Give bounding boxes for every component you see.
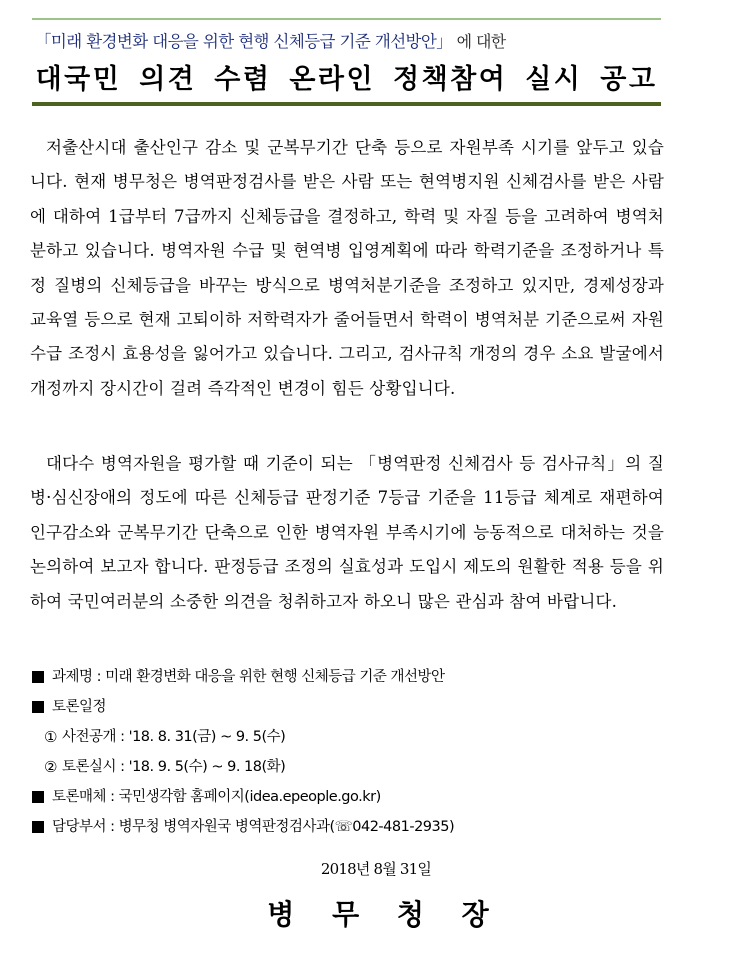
circled-number-1-icon: ① (44, 728, 57, 746)
header-bottom-rule (32, 102, 661, 106)
notice-info-list (30, 662, 454, 842)
info-separator: : (106, 819, 119, 835)
info-value: '18. 9. 5(수) ~ 9. 18(화) (128, 759, 286, 775)
square-bullet-icon (32, 791, 44, 803)
circled-number-2-icon: ② (44, 758, 57, 776)
notice-title: 대국민 의견 수렴 온라인 정책참여 실시 공고 (35, 64, 658, 95)
info-item-medium (30, 782, 454, 812)
info-value: 국민생각함 홈페이지(idea.epeople.go.kr) (118, 789, 381, 805)
info-label: 토론매체 (52, 789, 107, 805)
info-separator: : (115, 729, 129, 745)
body-paragraph-1 (30, 131, 664, 406)
square-bullet-icon (32, 821, 44, 833)
info-label: 토론실시 (61, 759, 116, 775)
notice-date: 2018년 8월 31일 (320, 860, 432, 878)
info-label: 과제명 (52, 669, 93, 685)
info-value: 병무청 병역자원국 병역판정검사과(☏042-481-2935) (118, 819, 455, 835)
info-subitem-preview (30, 722, 454, 752)
subtitle-suffix: 에 대한 (452, 32, 506, 51)
header-top-rule (32, 18, 661, 20)
square-bullet-icon (32, 671, 44, 683)
info-label: 토론일정 (52, 699, 107, 715)
notice-subtitle (35, 28, 506, 52)
info-item-schedule (30, 692, 454, 722)
issuer-signature: 병 무 청 장 (267, 898, 503, 931)
info-value: '18. 8. 31(금) ~ 9. 5(수) (128, 729, 286, 745)
info-label: 담당부서 (52, 819, 107, 835)
info-separator: : (106, 789, 119, 805)
paragraph-text: 저출산시대 출산인구 감소 및 군복무기간 단축 등으로 자원부족 시기를 앞두고 있습니다. 현재 병무청은 병역판정검사를 받은 사람 또는 현역병지원 신체검사를 받은 사람에 대하여 1급부터 7급까지 신체등급을 결정하고, 학력 및 자질 등을 고려하여 병역처분하고 있습니다. 병역자원 수급 및 현역병 입영계획에 따라 학력기준을 조정하거나 특정 질병의 신체등급을 바꾸는 방식으로 병역처분기준을 조정하고 있지만, 경제성장과 교육열 등으로 현재 고퇴이하 저학력자가 줄어들면서 학력이 병역처분 기준으로써 자원수급 조정시 효용성을 잃어가고 있습니다. 그리고, 검사규칙 개정의 경우 소요 발굴에서 개정까지 장시간이 걸려 즉각적인 변경이 힘든 상황입니다. (30, 138, 664, 398)
body-paragraph-2 (30, 447, 664, 619)
info-item-department (30, 812, 454, 842)
info-separator: : (92, 669, 106, 685)
info-item-project-name (30, 662, 454, 692)
square-bullet-icon (32, 701, 44, 713)
info-separator: : (115, 759, 129, 775)
info-value: 미래 환경변화 대응을 위한 현행 신체등급 기준 개선방안 (105, 669, 445, 685)
paragraph-text: 대다수 병역자원을 평가할 때 기준이 되는 「병역판정 신체검사 등 검사규칙」의 질병·심신장애의 정도에 따른 신체등급 판정기준 7등급 기준을 11등급 체계로 재편하여 인구감소와 군복무기간 단축으로 인한 병역자원 부족시기에 능동적으로 대처하는 것을 논의하여 보고자 합니다. 판정등급 조정의 실효성과 도입시 제도의 원활한 적용 등을 위하여 국민여러분의 소중한 의견을 청취하고자 하오니 많은 관심과 참여 바랍니다. (30, 454, 664, 611)
subtitle-project-name: 「미래 환경변화 대응을 위한 현행 신체등급 기준 개선방안」 (35, 32, 453, 51)
info-label: 사전공개 (61, 729, 116, 745)
info-subitem-discussion (30, 752, 454, 782)
